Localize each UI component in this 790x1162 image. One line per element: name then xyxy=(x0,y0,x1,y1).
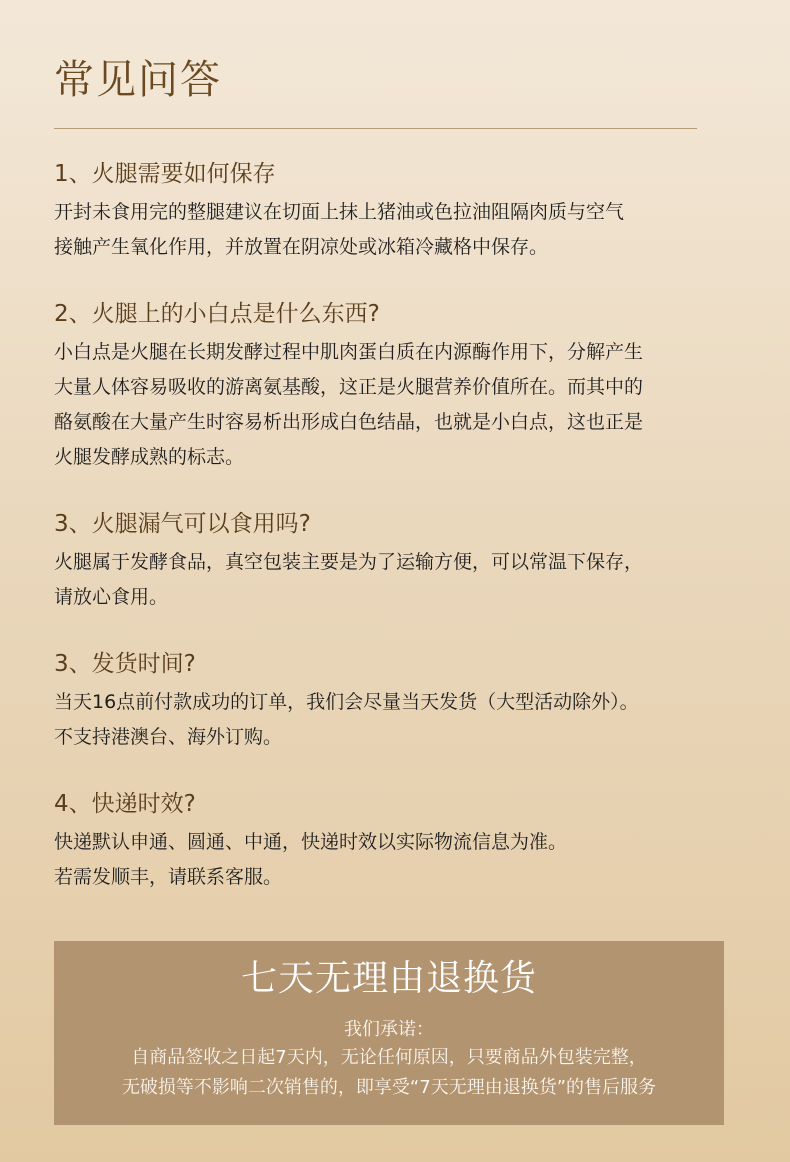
faq-answer-line: 大量人体容易吸收的游离氨基酸，这正是火腿营养价值所在。而其中的 xyxy=(54,376,644,398)
faq-answer-line: 快递默认申通、圆通、中通，快递时效以实际物流信息为准。 xyxy=(54,831,568,853)
faq-answer-line: 不支持港澳台、海外订购。 xyxy=(54,726,283,748)
return-policy-title: 七天无理由退换货 xyxy=(240,958,537,999)
title-divider xyxy=(54,128,697,129)
faq-item-leaking xyxy=(54,507,754,615)
faq-answer-line: 火腿发酵成熟的标志。 xyxy=(54,446,245,468)
faq-answer-line: 当天16点前付款成功的订单，我们会尽量当天发货（大型活动除外）。 xyxy=(54,691,639,713)
faq-item-white-spots xyxy=(54,297,754,475)
faq-answer-line: 请放心食用。 xyxy=(54,586,169,608)
faq-question: 2、火腿上的小白点是什么东西? xyxy=(54,301,380,327)
faq-item-storage xyxy=(54,157,754,265)
faq-question: 3、火腿漏气可以食用吗? xyxy=(54,511,311,537)
faq-question: 1、火腿需要如何保存 xyxy=(54,161,276,187)
page-title: 常见问答 xyxy=(54,57,222,103)
faq-question: 4、快递时效? xyxy=(54,791,196,817)
faq-answer-line: 开封未食用完的整腿建议在切面上抹上猪油或色拉油阻隔肉质与空气 xyxy=(54,201,625,223)
faq-item-delivery xyxy=(54,787,754,895)
faq-answer-line: 小白点是火腿在长期发酵过程中肌肉蛋白质在内源酶作用下，分解产生 xyxy=(54,341,644,363)
faq-item-shipping-time xyxy=(54,647,754,755)
faq-answer-line: 酪氨酸在大量产生时容易析出形成白色结晶，也就是小白点，这也正是 xyxy=(54,411,644,433)
faq-answer-line: 若需发顺丰，请联系客服。 xyxy=(54,866,283,888)
faq-answer-line: 接触产生氧化作用，并放置在阴凉处或冰箱冷藏格中保存。 xyxy=(54,236,549,258)
return-policy-line: 我们承诺： xyxy=(344,1019,434,1040)
return-policy-box xyxy=(54,941,724,1125)
faq-answer-line: 火腿属于发酵食品，真空包装主要是为了运输方便，可以常温下保存， xyxy=(54,551,644,573)
faq-question: 3、发货时间? xyxy=(54,651,196,677)
return-policy-line: 无破损等不影响二次销售的，即享受“7天无理由退换货”的售后服务 xyxy=(121,1077,657,1098)
return-policy-line: 自商品签收之日起7天内，无论任何原因，只要商品外包装完整， xyxy=(131,1047,647,1068)
